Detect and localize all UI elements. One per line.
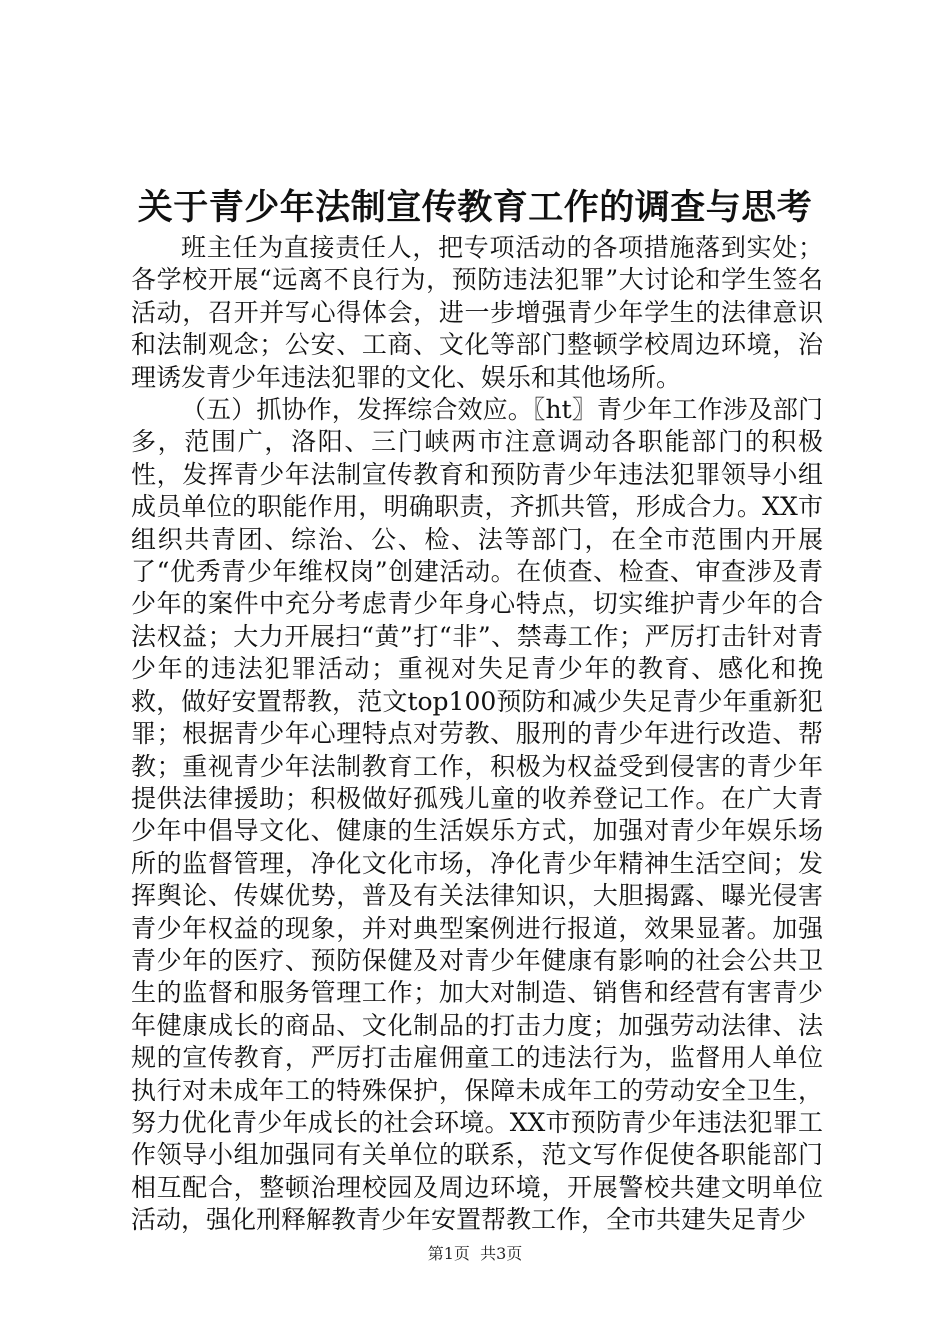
paragraph-2: （五）抓协作，发挥综合效应。〖ht〗青少年工作涉及部门多，范围广，洛阳、三门峡两市注意调动各职能部门的积极性，发挥青少年法制宣传教育和预防青少年违法犯罪领导小组成员单位的职能作用，明确职责，齐抓共管，形成合力。XX市组织共青团、综治、公、检、法等部门，在全市范围内开展了“优秀青少年维权岗”创建活动。在侦查、检查、审查涉及青少年的案件中充分考虑青少年身心特点，切实维护青少年的合法权益；大力开展扫“黄”打“非”、禁毒工作；严厉打击针对青少年的违法犯罪活动；重视对失足青少年的教育、感化和挽救，做好安置帮教，范文top100预防和减少失足青少年重新犯罪；根据青少年心理特点对劳教、服刑的青少年进行改造、帮教；重视青少年法制教育工作，积极为权益受到侵害的青少年提供法律援助；积极做好孤残儿童的收养登记工作。在广大青少年中倡导文化、健康的生活娱乐方式，加强对青少年娱乐场所的监督管理，净化文化市场，净化青少年精神生活空间；发挥舆论、传媒优势，普及有关法律知识，大胆揭露、曝光侵害青少年权益的现象，并对典型案例进行报道，效果显著。加强青少年的医疗、预防保健及对青少年健康有影响的社会公共卫生的监督和服务管理工作；加大对制造、销售和经营有害青少年健康成长的商品、文化制品的打击力度；加强劳动法律、法规的宣传教育，严厉打击雇佣童工的违法行为，监督用人单位执行对未成年工的特殊保护，保障未成年工的劳动安全卫生，努力优化青少年成长的社会环境。XX市预防青少年违法犯罪工作领导小组加强同有关单位的联系，范文写作促使各职能部门相互配合，整顿治理校园及周边环境，开展警校共建文明单位活动，强化刑释解教青少年安置帮教工作，全市共建失足青少 (131, 395, 823, 1235)
document-body (131, 232, 823, 1237)
document-title: 关于青少年法制宣传教育工作的调查与思考 (137, 187, 813, 228)
page-total: 共3页 (480, 1244, 523, 1263)
page-number: 第1页 (427, 1244, 470, 1263)
paragraph-1: 班主任为直接责任人，把专项活动的各项措施落到实处；各学校开展“远离不良行为，预防违法犯罪”大讨论和学生签名活动，召开并写心得体会，进一步增强青少年学生的法律意识和法制观念；公安、工商、文化等部门整顿学校周边环境，治理诱发青少年违法犯罪的文化、娱乐和其他场所。 (131, 233, 823, 392)
footer-separator (470, 1244, 480, 1263)
page-footer (0, 1244, 950, 1264)
